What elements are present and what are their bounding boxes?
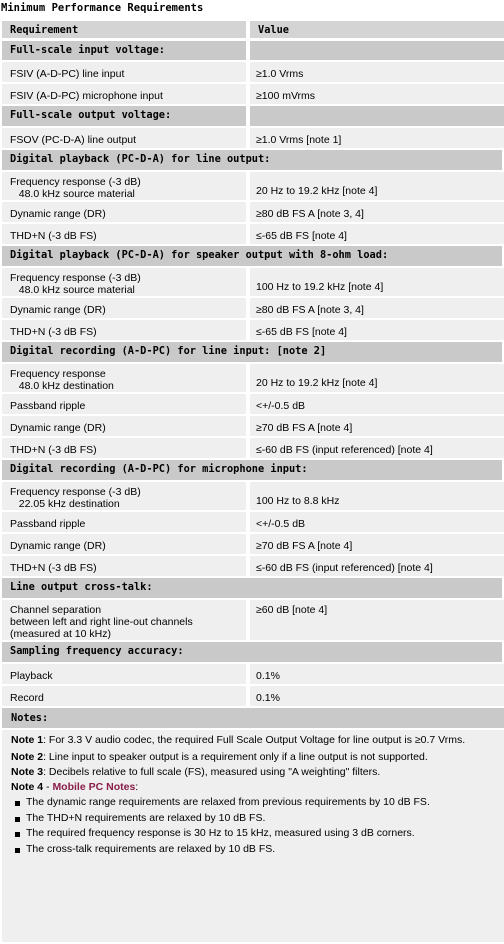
requirement-line: THD+N (-3 dB FS) (10, 562, 97, 574)
requirement-line: Passband ripple (10, 518, 86, 530)
mobile-notes-list (2, 795, 504, 857)
table-row (2, 599, 504, 641)
section-title: Digital recording (A-D-PC) for line input: [note 2] (2, 341, 504, 363)
value-text: 20 Hz to 19.2 kHz [note 4] (256, 377, 378, 389)
note-3-text: : Decibels relative to full scale (FS), measured using "A weighting" filters. (43, 766, 381, 778)
value-cell (248, 127, 504, 149)
value-text: ≤-65 dB FS [note 4] (256, 230, 347, 242)
requirement-line: Frequency response (10, 368, 106, 380)
requirement-cell (2, 171, 248, 201)
table-row (2, 663, 504, 685)
requirement-line: FSIV (A-D-PC) microphone input (10, 90, 163, 102)
value-text: ≤-60 dB FS (input referenced) [note 4] (256, 444, 433, 456)
requirement-line: THD+N (-3 dB FS) (10, 444, 97, 456)
notes-heading: Notes: (2, 708, 504, 728)
table-row (2, 393, 504, 415)
section-title: Digital recording (A-D-PC) for microphone input: (2, 459, 504, 481)
requirement-line: Frequency response (-3 dB) (10, 176, 141, 188)
value-text: <+/-0.5 dB (256, 518, 306, 530)
note-2-label: Note 2 (11, 751, 44, 763)
value-text: ≥1.0 Vrms [note 1] (256, 134, 342, 146)
note-4-label: Note 4 (11, 781, 44, 793)
requirement-line: Dynamic range (DR) (10, 304, 106, 316)
table-row (2, 201, 504, 223)
requirement-cell (2, 663, 248, 685)
requirement-cell (2, 437, 248, 459)
mobile-note-item: The THD+N requirements are relaxed by 10 dB FS. (14, 811, 504, 827)
value-cell (248, 511, 504, 533)
section-header-row (2, 245, 504, 267)
section-title-value-cell (248, 105, 504, 127)
requirement-line: FSOV (PC-D-A) line output (10, 134, 137, 146)
column-header-value: Value (248, 21, 504, 39)
requirement-line: THD+N (-3 dB FS) (10, 326, 97, 338)
value-text: ≥1.0 Vrms (256, 68, 304, 80)
requirement-line: FSIV (A-D-PC) line input (10, 68, 125, 80)
requirement-line: Channel separation (10, 604, 102, 616)
requirement-cell (2, 61, 248, 83)
value-cell (248, 267, 504, 297)
note-3-label: Note 3 (11, 766, 44, 778)
section-header-row (2, 577, 504, 599)
value-cell (248, 319, 504, 341)
value-text: ≥80 dB FS A [note 3, 4] (256, 208, 364, 220)
mobile-note-item: The cross-talk requirements are relaxed by 10 dB FS. (14, 842, 504, 858)
value-text: ≤-65 dB FS [note 4] (256, 326, 347, 338)
value-text: ≥60 dB [note 4] (256, 604, 328, 616)
requirement-line: Record (10, 692, 44, 704)
section-header-row (2, 105, 504, 127)
note-4-colon: : (135, 781, 139, 793)
requirement-cell (2, 223, 248, 245)
mobile-note-item: The required frequency response is 30 Hz to 15 kHz, measured using 3 dB corners. (14, 826, 504, 842)
section-header-row (2, 341, 504, 363)
table-row (2, 61, 504, 83)
section-title-value-cell (248, 39, 504, 61)
table-row (2, 555, 504, 577)
requirement-line: Dynamic range (DR) (10, 540, 106, 552)
table-row (2, 533, 504, 555)
requirement-line: THD+N (-3 dB FS) (10, 230, 97, 242)
note-2 (2, 748, 504, 765)
value-text: ≥100 mVrms (256, 90, 316, 102)
table-row (2, 363, 504, 393)
note-1 (2, 730, 504, 748)
value-cell (248, 297, 504, 319)
value-cell (248, 83, 504, 105)
section-title: Digital playback (PC-D-A) for line output: (2, 149, 504, 171)
column-header-requirement: Requirement (2, 21, 248, 39)
note-4 (2, 780, 504, 795)
section-header-row (2, 149, 504, 171)
note-1-label: Note 1 (11, 734, 44, 746)
section-header-row (2, 39, 504, 61)
section-title: Sampling frequency accuracy: (2, 641, 504, 663)
requirement-cell (2, 393, 248, 415)
requirement-cell (2, 297, 248, 319)
section-title: Line output cross-talk: (2, 577, 504, 599)
value-text: ≤-60 dB FS (input referenced) [note 4] (256, 562, 433, 574)
requirement-cell (2, 83, 248, 105)
requirement-line: Passband ripple (10, 400, 86, 412)
requirement-cell (2, 415, 248, 437)
table-row (2, 83, 504, 105)
requirement-cell (2, 267, 248, 297)
value-text: <+/-0.5 dB (256, 400, 306, 412)
requirement-line: 48.0 kHz source material (10, 188, 135, 200)
table-row (2, 127, 504, 149)
value-cell (248, 363, 504, 393)
mobile-note-item: The dynamic range requirements are relaxed from previous requirements by 10 dB FS. (14, 795, 504, 811)
table-row (2, 267, 504, 297)
requirement-line: Frequency response (-3 dB) (10, 486, 141, 498)
value-cell (248, 481, 504, 511)
value-text: ≥80 dB FS A [note 3, 4] (256, 304, 364, 316)
table-row (2, 481, 504, 511)
notes-block (2, 730, 504, 942)
value-text: 100 Hz to 8.8 kHz (256, 495, 340, 507)
value-cell (248, 663, 504, 685)
requirement-line: 48.0 kHz source material (10, 284, 135, 296)
value-text: ≥70 dB FS A [note 4] (256, 540, 353, 552)
requirement-cell (2, 533, 248, 555)
requirement-cell (2, 555, 248, 577)
value-cell (248, 533, 504, 555)
value-cell (248, 223, 504, 245)
section-title: Full-scale output voltage: (2, 105, 248, 127)
section-header-row (2, 641, 504, 663)
requirement-cell (2, 511, 248, 533)
note-3 (2, 765, 504, 780)
value-cell (248, 555, 504, 577)
table-row (2, 223, 504, 245)
mobile-pc-notes-label: Mobile PC Notes (52, 781, 136, 793)
value-cell (248, 599, 504, 641)
requirement-cell (2, 127, 248, 149)
section-header-row (2, 459, 504, 481)
requirement-line: Frequency response (-3 dB) (10, 272, 141, 284)
table-row (2, 171, 504, 201)
table-row (2, 511, 504, 533)
value-cell (248, 685, 504, 707)
table-row (2, 437, 504, 459)
value-text: 0.1% (256, 692, 280, 704)
value-cell (248, 415, 504, 437)
value-cell (248, 437, 504, 459)
value-text: 20 Hz to 19.2 kHz [note 4] (256, 185, 378, 197)
table-row (2, 319, 504, 341)
requirement-line: 22.05 kHz destination (10, 498, 120, 510)
requirement-cell (2, 599, 248, 641)
requirement-cell (2, 481, 248, 511)
requirement-line: Dynamic range (DR) (10, 208, 106, 220)
table-row (2, 297, 504, 319)
table-header-row (2, 21, 504, 39)
value-cell (248, 393, 504, 415)
requirement-line: (measured at 10 kHz) (10, 628, 111, 640)
requirement-cell (2, 319, 248, 341)
requirement-cell (2, 363, 248, 393)
table-row (2, 685, 504, 707)
value-cell (248, 171, 504, 201)
table-row (2, 415, 504, 437)
requirement-cell (2, 685, 248, 707)
requirement-line: 48.0 kHz destination (10, 380, 114, 392)
value-text: 100 Hz to 19.2 kHz [note 4] (256, 281, 384, 293)
value-text: ≥70 dB FS A [note 4] (256, 422, 353, 434)
requirement-line: between left and right line-out channels (10, 616, 193, 628)
value-cell (248, 201, 504, 223)
value-cell (248, 61, 504, 83)
section-title: Digital playback (PC-D-A) for speaker output with 8-ohm load: (2, 245, 504, 267)
requirements-table (2, 21, 504, 708)
value-text: 0.1% (256, 670, 280, 682)
requirement-cell (2, 201, 248, 223)
note-2-text: : Line input to speaker output is a requirement only if a line output is not supported. (43, 751, 428, 763)
requirement-line: Playback (10, 670, 53, 682)
section-title: Full-scale input voltage: (2, 39, 248, 61)
requirement-line: Dynamic range (DR) (10, 422, 106, 434)
note-4-sep: - (43, 781, 53, 793)
note-1-text: : For 3.3 V audio codec, the required Full Scale Output Voltage for line output is ≥0.7 Vrms. (43, 734, 466, 746)
page-title: Minimum Performance Requirements (1, 2, 204, 14)
